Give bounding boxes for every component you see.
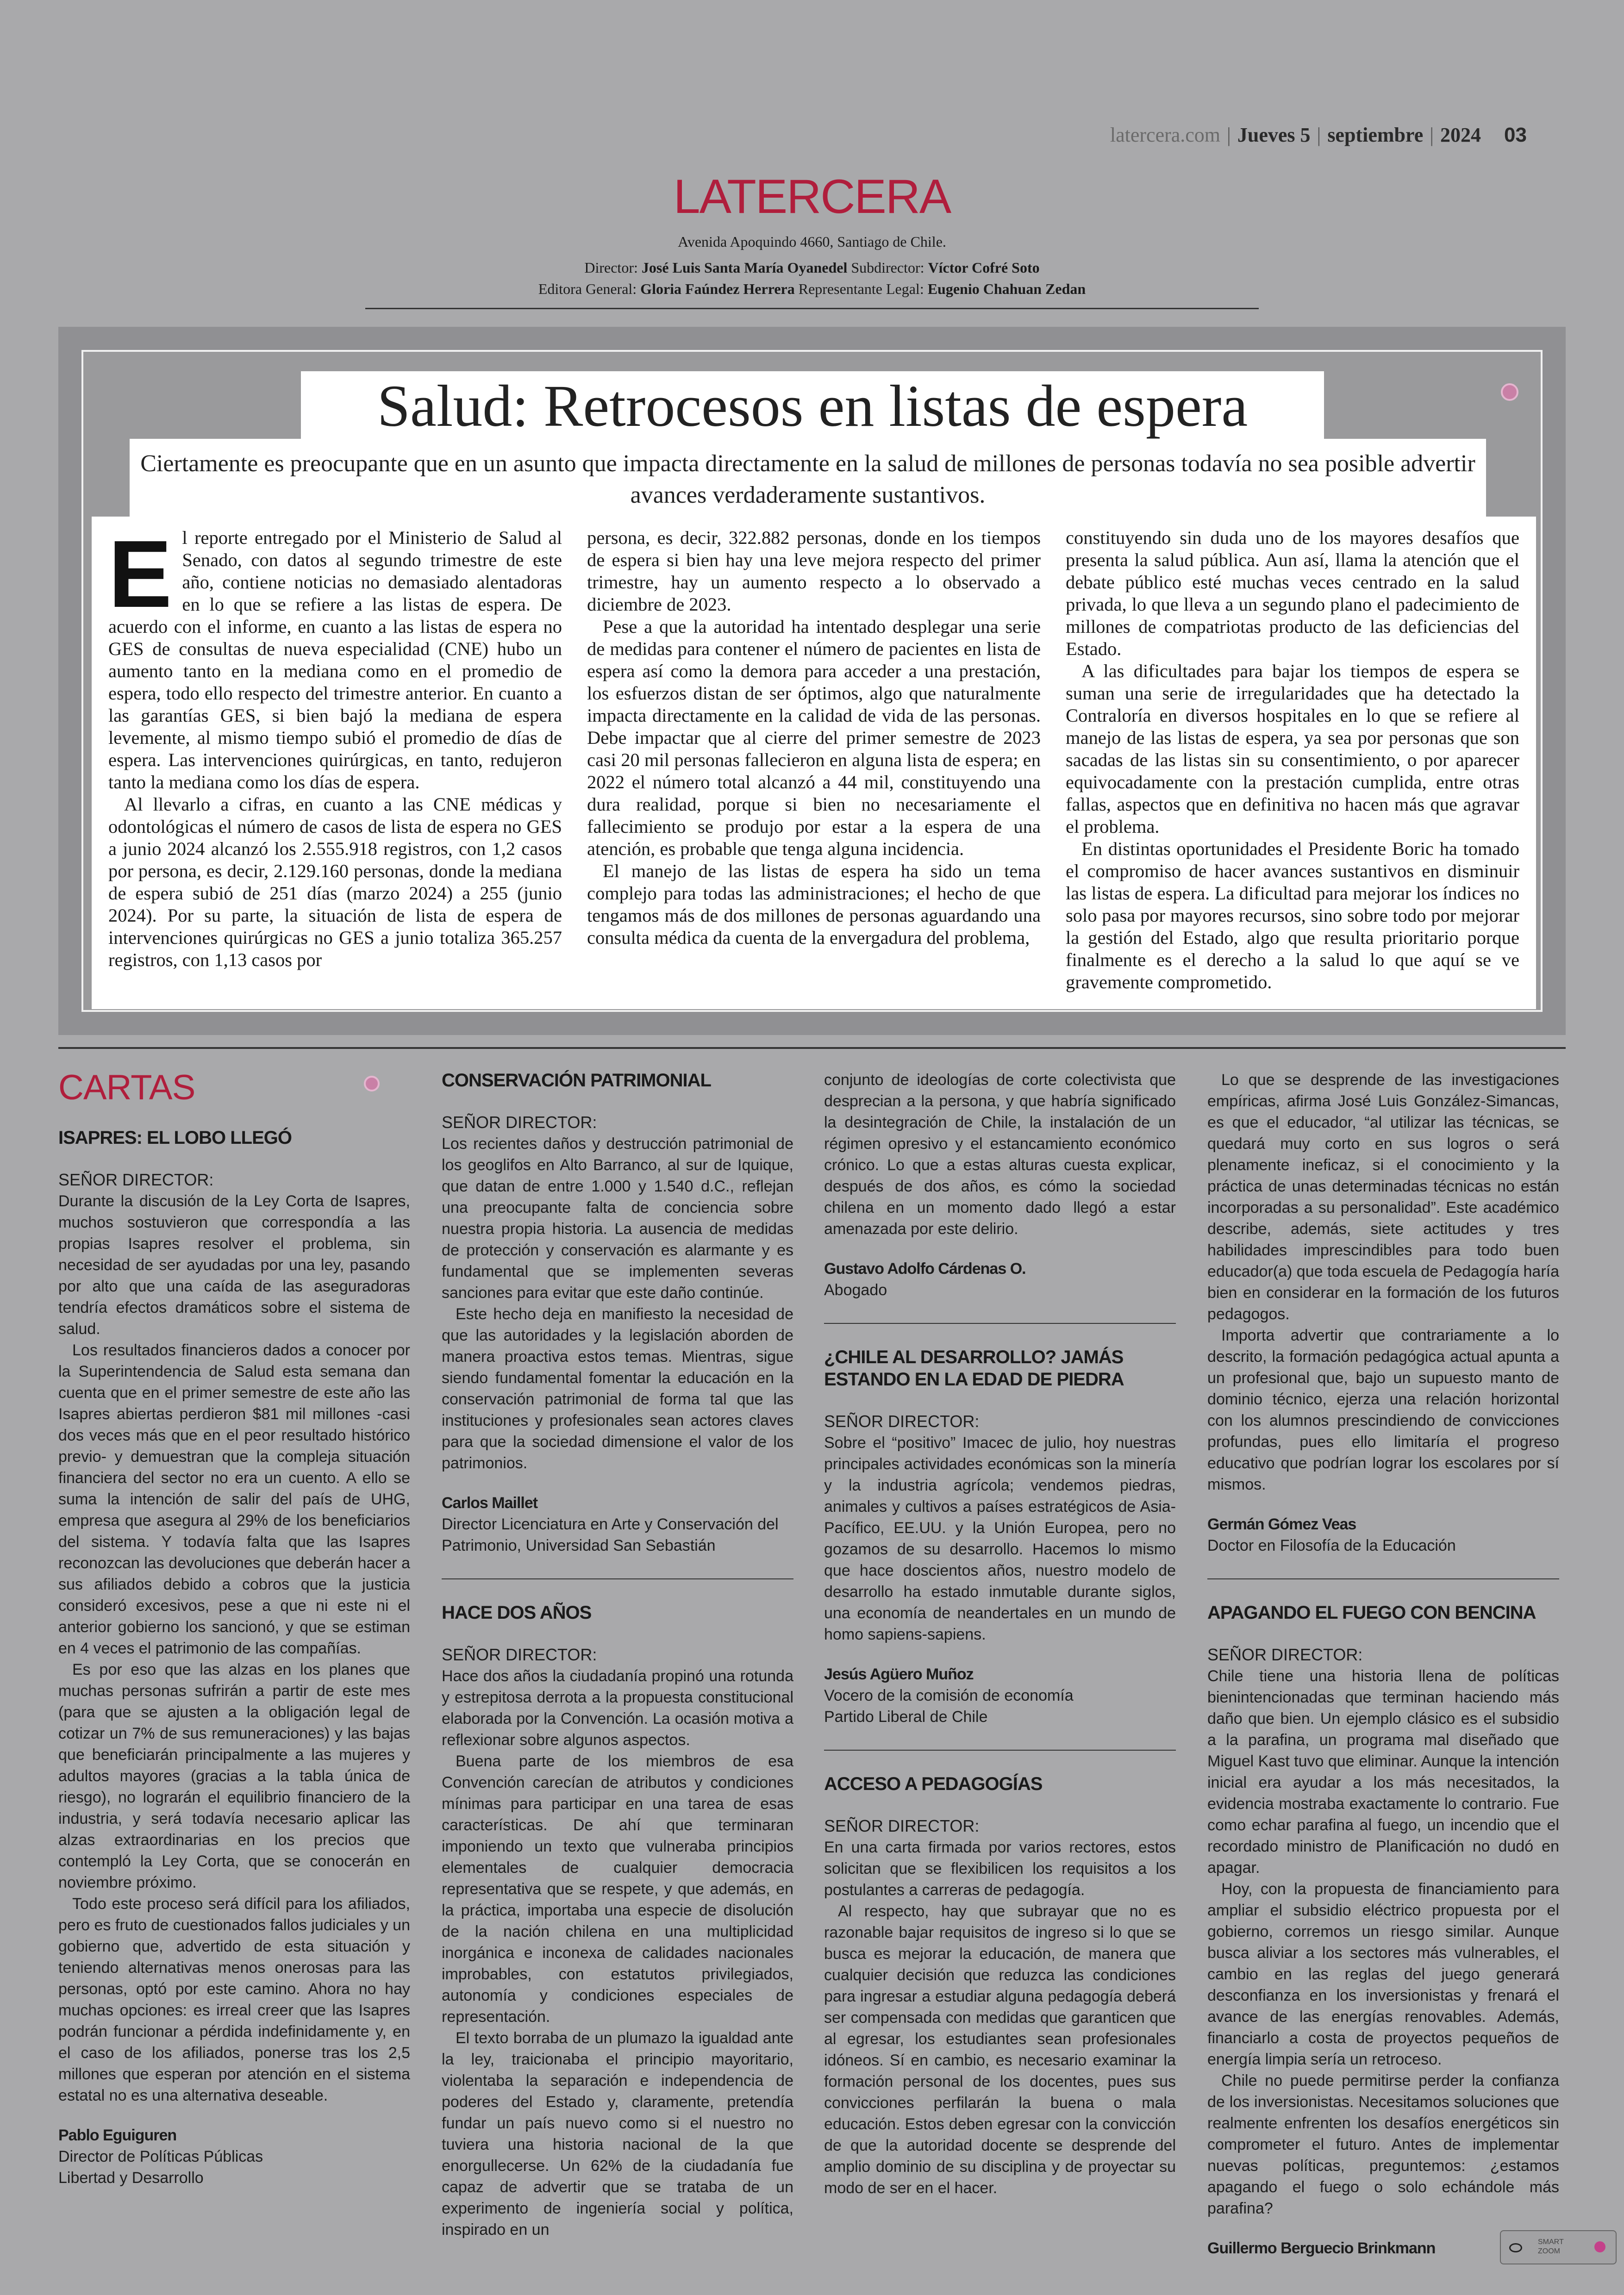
site-url[interactable]: latercera.com	[1110, 124, 1221, 146]
subdirector-name: Víctor Cofré Soto	[928, 259, 1040, 276]
paragraph: El texto borraba de un plumazo la igualdad ante la ley, traicionaba el principio mayoritario, violentaba la separación e independencia de poderes del Estado y, claramente, pretendía fundar un país nuevo como si el nuestro no tuviera una historia nacional de la que enorgullecerse. Un 62% de la ciudadanía fue capaz de advertir que se trataba de un experimento de ingeniería social y política, inspirado en un	[442, 2029, 793, 2239]
director-name: José Luis Santa María Oyanedel	[641, 259, 848, 276]
drop-cap: E	[108, 521, 172, 627]
letter-divider	[442, 1578, 793, 1579]
cartas-column-4	[1207, 1069, 1559, 2259]
letter-signer-org: Partido Liberal de Chile	[824, 1708, 988, 1726]
zoom-marker-icon[interactable]	[364, 1076, 380, 1091]
editorial-column-1	[108, 521, 562, 971]
editorial-subtitle: Ciertamente es preocupante que en un asunto que impacta directamente en la salud de millones de personas todavía no sea posible advertir avances verdaderamente sustantivos.	[140, 450, 1475, 508]
header-year: 2024	[1440, 124, 1481, 146]
rep-name: Eugenio Chahuan Zedan	[927, 281, 1086, 297]
director-label: Director:	[584, 259, 638, 276]
header-day: Jueves 5	[1237, 124, 1311, 146]
paragraph: Al llevarlo a cifras, en cuanto a las CNE médicas y odontológicas el número de casos de lista de espera no GES a junio 2024 alcanzó los 2.555.918 registros, con 1,2 casos por persona, es decir, 2.129.160 personas, donde la mediana de espera subió de 251 días (marzo 2024) a 255 (junio 2024). Por su parte, la situación de lista de espera de intervenciones quirúrgicas no GES a junio totaliza 365.257 registros, con 1,13 casos por	[108, 794, 562, 970]
paragraph: Lo que se desprende de las investigaciones empíricas, afirma José Luis González-Simancas, es que el educador, “al utilizar las técnicas, se quedará muy corto en sus logros o será plenamente ineficaz, si el conocimiento y la práctica de unas determinadas técnicas no están incorporadas a su personalidad”. Este académico describe, además, siete actitudes y tres habilidades imprescindibles para todo buen educador(a) que toda escuela de Pedagogía haría bien en considerar en la formación de los futuros pedagogos.	[1207, 1071, 1559, 1323]
letter-salutation: SEÑOR DIRECTOR:	[442, 1113, 597, 1132]
page-header-line: latercera.com | Jueves 5 | septiembre | 2024 03	[1110, 124, 1527, 146]
editora-label: Editora General:	[538, 281, 637, 297]
cartas-section-title: CARTAS	[58, 1068, 195, 1107]
paragraph: Sobre el “positivo” Imacec de julio, hoy nuestras principales actividades económicas son la minería y la industria agrícola; vendemos piedras, animales y cultivos a países estratégicos de Asia- Pacífico, EE.UU. y la Unión Europea, pero no gozamos de su desarrollo. Hacemos lo mismo que hace doscientos años, nuestro modelo de desarrollo ha estado inmutable durante siglos, una economía de neandertales en un mundo de homo sapiens-sapiens.	[824, 1434, 1176, 1643]
editorial-subtitle-box	[130, 439, 1486, 518]
letter-title: ISAPRES: EL LOBO LLEGÓ	[58, 1128, 292, 1148]
paragraph: En distintas oportunidades el Presidente Boric ha tomado el compromiso de hacer avances sustantivos en disminuir las listas de espera. La dificultad para mejorar los índices no solo pasa por mayores recursos, sino sobre todo por mejorar la gestión del Estado, algo que resulta prioritario porque finalmente es el derecho a la salud lo que aquí se ve gravemente comprometido.	[1066, 838, 1519, 992]
letter-title: CONSERVACIÓN PATRIMONIAL	[442, 1070, 711, 1091]
paragraph: El manejo de las listas de espera ha sido un tema complejo para todas las administraciones; el hecho de que tengamos más de dos millones de personas aguardando una consulta médica da cuenta de la envergadura del problema,	[587, 861, 1041, 948]
paragraph: Chile no puede permitirse perder la confianza de los inversionistas. Necesitamos soluciones que realmente enfrenten los desafíos energéticos sin comprometer el futuro. Antes de implementar nuevas políticas, preguntemos: ¿estamos apagando el fuego o solo echándole más parafina?	[1207, 2072, 1559, 2217]
letter-title: HACE DOS AÑOS	[442, 1603, 592, 1623]
letter-signer: Pablo Eguiguren	[58, 2127, 177, 2144]
paragraph: persona, es decir, 322.882 personas, donde en los tiempos de espera si bien hay una leve mejora respecto del primer trimestre, hay un aumento respecto a lo observado a diciembre de 2023.	[587, 527, 1041, 615]
paragraph: Los resultados financieros dados a conocer por la Superintendencia de Salud esta semana dan cuenta que en el primer semestre de este año las Isapres abiertas perdieron $81 mil millones -casi dos veces más que en el peor resultado histórico previo- y demuestran que la compleja situación financiera del sector no era un cuento. A ello se suma la intención de salir del país de UHG, empresa que asegura al 29% de los beneficiarios del sistema. Y todavía falta que las Isapres reconozcan las devoluciones que deberán hacer a sus afiliados debido a cobros que la justicia consideró excesivos, pese a que ni este ni el anterior gobierno los sancionó, y que se estiman en 4 veces el patrimonio de las compañías.	[58, 1341, 410, 1657]
paragraph: Chile tiene una historia llena de políticas bienintencionadas que terminan haciendo más daño que bien. Un ejemplo clásico es el subsidio a la parafina, un programa mal diseñado que Miguel Kast tuvo que eliminar. Aunque la intención inicial era ayudar a los más necesitados, la evidencia mostraba exactamente lo contrario. Fue como echar parafina al fuego, un incendio que el recordado ministro de Planificación no dudó en apagar.	[1207, 1667, 1559, 1877]
info-dot-icon	[1594, 2241, 1605, 2252]
letter-salutation: SEÑOR DIRECTOR:	[824, 1816, 980, 1835]
editorial-body	[92, 517, 1536, 1009]
section-divider	[58, 1047, 1566, 1049]
letter-signer-org: Libertad y Desarrollo	[58, 2169, 204, 2187]
paragraph: constituyendo sin duda uno de los mayores desafíos que presenta la salud pública. Aun así, llama la atención que el debate público esté muchas veces centrado en la salud privada, lo que lleva a un segundo plano el padecimiento de millones de compatriotas producto de las deficiencias del Estado.	[1066, 527, 1519, 659]
masthead-address: Avenida Apoquindo 4660, Santiago de Chile.	[678, 233, 946, 250]
smart-zoom-button[interactable]	[1500, 2230, 1617, 2264]
header-month: septiembre	[1327, 124, 1424, 146]
rep-label: Representante Legal:	[798, 281, 924, 297]
subdirector-label: Subdirector:	[851, 259, 924, 276]
letter-salutation: SEÑOR DIRECTOR:	[1207, 1645, 1363, 1664]
letter-signer-role: Director de Políticas Públicas	[58, 2148, 263, 2165]
letter-salutation: SEÑOR DIRECTOR:	[442, 1645, 597, 1664]
cartas-column-1	[58, 1069, 410, 2189]
letter-salutation: SEÑOR DIRECTOR:	[58, 1170, 214, 1189]
letter-signer: Guillermo Berguecio Brinkmann	[1207, 2239, 1436, 2257]
paragraph: Durante la discusión de la Ley Corta de Isapres, muchos sostuvieron que correspondía a las propias Isapres resolver el problema, sin necesidad de ser ayudadas por una ley, pasando por alto que una caída de las aseguradoras tendría efectos dramáticos sobre el sistema de salud.	[58, 1192, 410, 1338]
smart-zoom-label: SMART ZOOM	[1538, 2238, 1564, 2255]
letter-signer-role: Doctor en Filosofía de la Educación	[1207, 1537, 1456, 1554]
letter-signer: Gustavo Adolfo Cárdenas O.	[824, 1260, 1026, 1278]
letter-signer: Carlos Maillet	[442, 1494, 538, 1512]
editorial-column-2	[587, 527, 1041, 949]
masthead-staff	[0, 257, 1624, 299]
letter-signer: Germán Gómez Veas	[1207, 1515, 1356, 1533]
paragraph: A las dificultades para bajar los tiempos de espera se suman una serie de irregularidades que ha detectado la Contraloría en diversos hospitales en lo que se refiere al manejo de las listas de espera, ya sea por personas que son sacadas de las listas sin su consentimiento, o por aparecer equivocadamente con la prestación cumplida, entre otras fallas, aspectos que en definitiva no hacen más que agravar el problema.	[1066, 661, 1519, 837]
letter-divider	[824, 1750, 1176, 1751]
letter-divider	[824, 1323, 1176, 1324]
masthead-rule	[365, 308, 1259, 309]
editora-name: Gloria Faúndez Herrera	[640, 281, 795, 297]
letter-signer-org: Patrimonio, Universidad San Sebastián	[442, 1537, 716, 1554]
paragraph: Este hecho deja en manifiesto la necesidad de que las autoridades y la legislación aborden de manera proactiva estos temas. Mientras, sigue siendo fundamental fomentar la educación en la conservación patrimonial de forma tal que las instituciones y profesionales sean actores claves para que la sociedad dimensione el valor de los patrimonios.	[442, 1305, 793, 1472]
paragraph: Pese a que la autoridad ha intentado desplegar una serie de medidas para contener el número de pacientes en lista de espera así como la demora para acceder a una prestación, los esfuerzos distan de ser óptimos, algo que naturalmente impacta directamente en la calidad de vida de las personas. Debe impactar que al cierre del primer semestre de 2023 casi 20 mil personas fallecieron en alguna lista de espera; en 2022 el número total alcanzó a 44 mil, constituyendo una dura realidad, porque si bien no necesariamente el fallecimiento se produjo por estar a la espera de una atención, es probable que tenga alguna incidencia.	[587, 616, 1041, 859]
editorial-title-box	[301, 371, 1324, 441]
editorial-frame	[58, 327, 1566, 1035]
editorial-panel	[81, 350, 1543, 1012]
paragraph: Al respecto, hay que subrayar que no es razonable bajar requisitos de ingreso si lo que se busca es mejorar la educación, de manera que cualquier decisión que reduzca las condiciones para ingresar a estudiar alguna pedagogía deberá ser compensada con medidas que garanticen que al egresar, los estudiantes sean profesionales idóneos. Sí en cambio, es necesario examinar la formación personal de los docentes, pues sus convicciones perfilarán la buena o mala educación. Estos deben egresar con la convicción de que la autoridad docente se desprende del amplio dominio de su disciplina y de proyectar su modo de ser en el hacer.	[824, 1902, 1176, 2197]
paragraph: l reporte entregado por el Ministerio de Salud al Senado, con datos al segundo trimestre de este año, contiene noticias no demasiado alentadoras en lo que se refiere a las listas de espera. De acuerdo con el informe, en cuanto a las listas de espera no GES de consultas de nueva especialidad (CNE) hubo un aumento tanto en la mediana como en el promedio de espera, todo ello respecto del trimestre anterior. En cuanto a las garantías GES, si bien bajó la mediana de espera levemente, al mismo tiempo subió el promedio de días de espera. Las intervenciones quirúrgicas, en tanto, redujeron tanto la mediana como los días de espera.	[108, 527, 562, 792]
letter-title: APAGANDO EL FUEGO CON BENCINA	[1207, 1603, 1536, 1623]
newspaper-logo[interactable]: LATERCERA	[673, 170, 951, 224]
paragraph: Todo este proceso será difícil para los afiliados, pero es fruto de cuestionados fallos judiciales y un gobierno que, advertido de esta situación y teniendo alternativas menos onerosas para las personas, optó por este camino. Ahora no hay muchas opciones: es irreal creer que las Isapres podrán funcionar a pérdida indefinidamente y, en el caso de los afiliados, ponerse tras los 2,5 millones que esperan por atención en el sistema estatal no es una alternativa deseable.	[58, 1895, 410, 2104]
zoom-marker-icon[interactable]	[1501, 383, 1518, 401]
paragraph: Hoy, con la propuesta de financiamiento para ampliar el subsidio eléctrico propuesta por el gobierno, corremos un riesgo similar. Aunque busca aliviar a los sectores más vulnerables, el cambio en las reglas del juego generará desconfianza en los inversionistas y frenará el avance de las energías renovables. Además, financiarlo a costa de proyectos pequeños de energía limpia sería un retroceso.	[1207, 1880, 1559, 2068]
editorial-column-3	[1066, 527, 1519, 993]
letter-divider	[1207, 1578, 1559, 1579]
paragraph: En una carta firmada por varios rectores, estos solicitan que se flexibilicen los requisitos a los postulantes a carreras de pedagogía.	[824, 1839, 1176, 1899]
page-number: 03	[1504, 124, 1527, 146]
editorial-title: Salud: Retrocesos en listas de espera	[377, 373, 1248, 439]
letter-title: ¿CHILE AL DESARROLLO? JAMÁS ESTANDO EN LA EDAD DE PIEDRA	[824, 1347, 1124, 1390]
letter-title: ACCESO A PEDAGOGÍAS	[824, 1774, 1043, 1794]
paragraph: Es por eso que las alzas en los planes que muchas personas sufrirán a partir de este mes (para que se ajusten a la obligación legal de cotizar un 7% de sus remuneraciones) y las bajas que beneficiarán principalmente a las mujeres y adultos mayores (gracias a la tabla única de riesgo), no lograrán el equilibrio financiero de la industria, y será todavía necesario aplicar las alzas extraordinarias en los precios que contempló la Ley Corta, que se conocerán en noviembre próximo.	[58, 1661, 410, 1891]
eye-icon	[1509, 2243, 1522, 2252]
cartas-column-3	[824, 1069, 1176, 2199]
paragraph: Los recientes daños y destrucción patrimonial de los geoglifos en Alto Barranco, al sur de Iquique, que datan de entre 1.000 y 1.540 d.C., reflejan una preocupante falta de conciencia sobre nuestra propia historia. La ausencia de medidas de protección y conservación es alarmante y es fundamental que se implementen severas sanciones para evitar que este daño continúe.	[442, 1135, 793, 1302]
paragraph: conjunto de ideologías de corte colectivista que desprecian a la persona, y que habría significado la desintegración de Chile, la instalación de un régimen opresivo y el estancamiento económico crónico. Lo que a estas alturas cuesta explicar, después de dos años, es cómo la sociedad chilena en un momento dado llegó a estar amenazada por este delirio.	[824, 1071, 1176, 1238]
letter-signer-role: Director Licenciatura en Arte y Conservación del	[442, 1515, 779, 1533]
paragraph: Hace dos años la ciudadanía propinó una rotunda y estrepitosa derrota a la propuesta constitucional elaborada por la Convención. La ocasión motiva a reflexionar sobre algunos aspectos.	[442, 1667, 793, 1749]
paragraph: Buena parte de los miembros de esa Convención carecían de atributos y condiciones mínimas para participar en una tarea de esas características. De ahí que terminaran imponiendo un texto que vulneraba principios elementales de cualquier democracia representativa que se respete, y que además, en la práctica, importaba una especie de disolución de la nación chilena en una multiplicidad inorgánica e inconexa de calidades nacionales improbables, con estatutos privilegiados, autonomía y condiciones especiales de representación.	[442, 1752, 793, 2026]
letter-signer: Jesús Agüero Muñoz	[824, 1665, 974, 1683]
letter-salutation: SEÑOR DIRECTOR:	[824, 1412, 980, 1431]
paragraph: Importa advertir que contrariamente a lo descrito, la formación pedagógica actual apunta a un profesional que, bajo un supuesto manto de dominio técnico, ejerza una relación horizontal con los alumnos prescindiendo de convicciones profundas, pues ello limitaría el progreso educativo que podrían lograr los escolares por sí mismos.	[1207, 1327, 1559, 1493]
letter-signer-role: Abogado	[824, 1281, 887, 1299]
letter-signer-role: Vocero de la comisión de economía	[824, 1687, 1074, 1704]
masthead	[0, 171, 1624, 309]
cartas-column-2	[442, 1069, 793, 2240]
